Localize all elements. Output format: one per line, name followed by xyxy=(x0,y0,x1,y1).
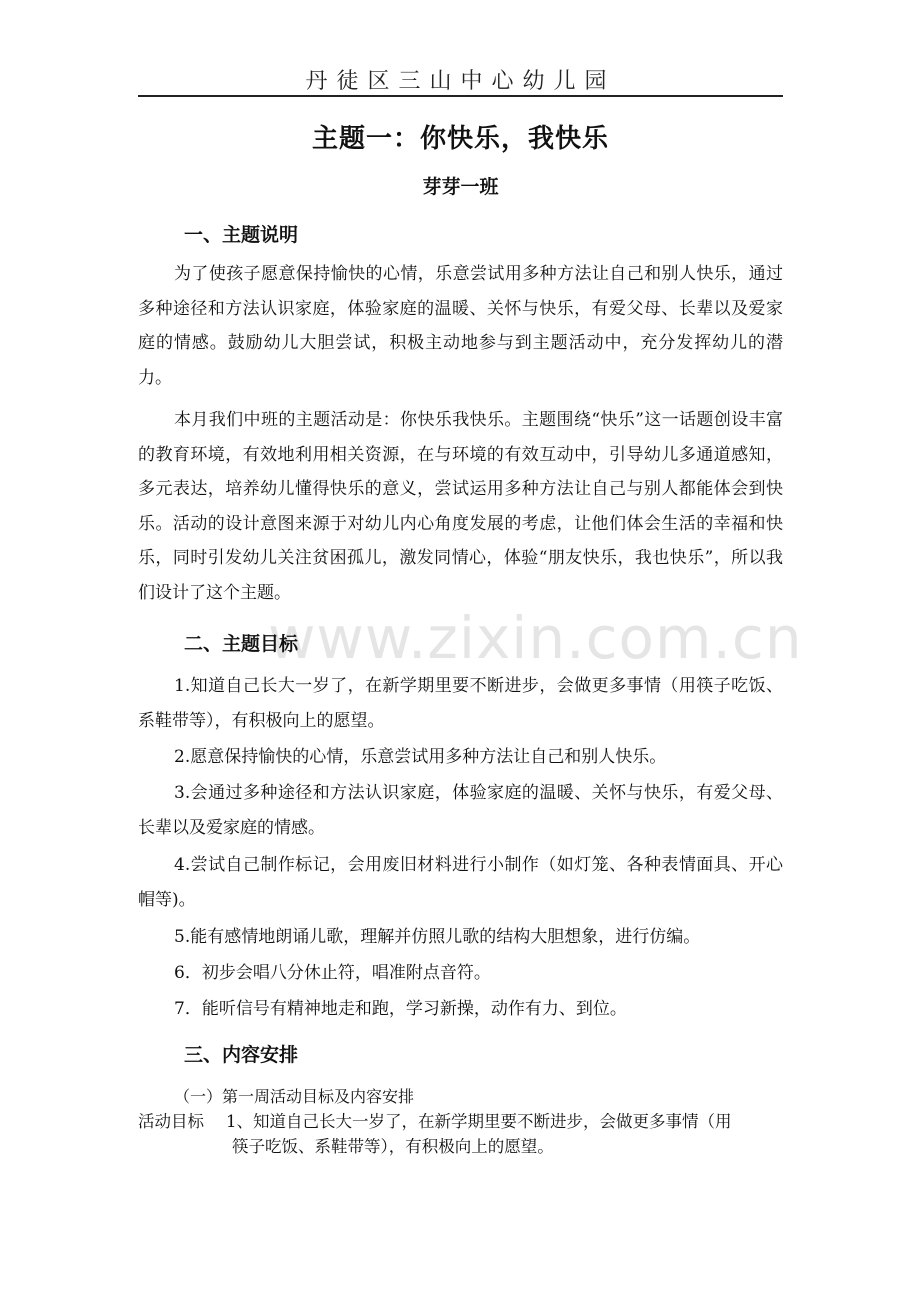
activity-goal-line-1: 1、知道自己长大一岁了，在新学期里要不断进步，会做更多事情（用 xyxy=(226,1112,732,1131)
section-heading-content: 三、内容安排 xyxy=(184,1044,299,1066)
goal-item: 5.能有感情地朗诵儿歌，理解并仿照儿歌的结构大胆想象，进行仿编。 xyxy=(174,927,701,947)
goal-item: 4.尝试自己制作标记，会用废旧材料进行小制作（如灯笼、各种表情面具、开心帽等)。 xyxy=(138,855,783,910)
watermark: www.zixin.com.cn xyxy=(268,604,803,672)
activity-goal-line-2: 筷子吃饭、系鞋带等），有积极向上的愿望。 xyxy=(232,1137,554,1156)
section-heading-description: 一、主题说明 xyxy=(184,224,299,246)
class-subtitle: 芽芽一班 xyxy=(422,176,499,198)
goal-item: 1.知道自己长大一岁了，在新学期里要不断进步，会做更多事情（用筷子吃饭、系鞋带等），有积极向上的愿望。 xyxy=(138,676,783,731)
goal-item: 3.会通过多种途径和方法认识家庭，体验家庭的温暖、关怀与快乐，有爱父母、长辈以及爱家庭的情感。 xyxy=(138,783,783,838)
header-divider xyxy=(138,95,783,97)
goal-item: 2.愿意保持愉快的心情，乐意尝试用多种方法让自己和别人快乐。 xyxy=(174,747,667,767)
school-header: 丹徒区三山中心幼儿园 xyxy=(305,69,616,94)
activity-goal-text xyxy=(226,1109,786,1159)
section-heading-goals: 二、主题目标 xyxy=(184,633,299,655)
description-paragraph-2: 本月我们中班的主题活动是：你快乐我快乐。主题围绕“快乐”这一话题创设丰富的教育环境，有效地利用相关资源，在与环境的有效互动中，引导幼儿多通道感知，多元表达，培养幼儿懂得快乐的意义，尝试运用多种方法让自己与别人都能体会到快乐。活动的设计意图来源于对幼儿内心角度发展的考虑，让他们体会生活的幸福和快乐，同时引发幼儿关注贫困孤儿，激发同情心，体验“朋友快乐，我也快乐”，所以我们设计了这个主题。 xyxy=(138,410,783,603)
goal-item: 6．初步会唱八分休止符，唱准附点音符。 xyxy=(174,963,491,983)
description-paragraph-1: 为了使孩子愿意保持愉快的心情，乐意尝试用多种方法让自己和别人快乐，通过多种途径和方法认识家庭，体验家庭的温暖、关怀与快乐，有爱父母、长辈以及爱家庭的情感。鼓励幼儿大胆尝试，积极主动地参与到主题活动中，充分发挥幼儿的潜力。 xyxy=(138,264,783,388)
week-one-heading: （一）第一周活动目标及内容安排 xyxy=(174,1087,415,1106)
goal-item: 7．能听信号有精神地走和跑，学习新操，动作有力、到位。 xyxy=(174,999,627,1019)
activity-goal-label: 活动目标 xyxy=(138,1112,204,1131)
page-title: 主题一：你快乐，我快乐 xyxy=(311,124,609,154)
